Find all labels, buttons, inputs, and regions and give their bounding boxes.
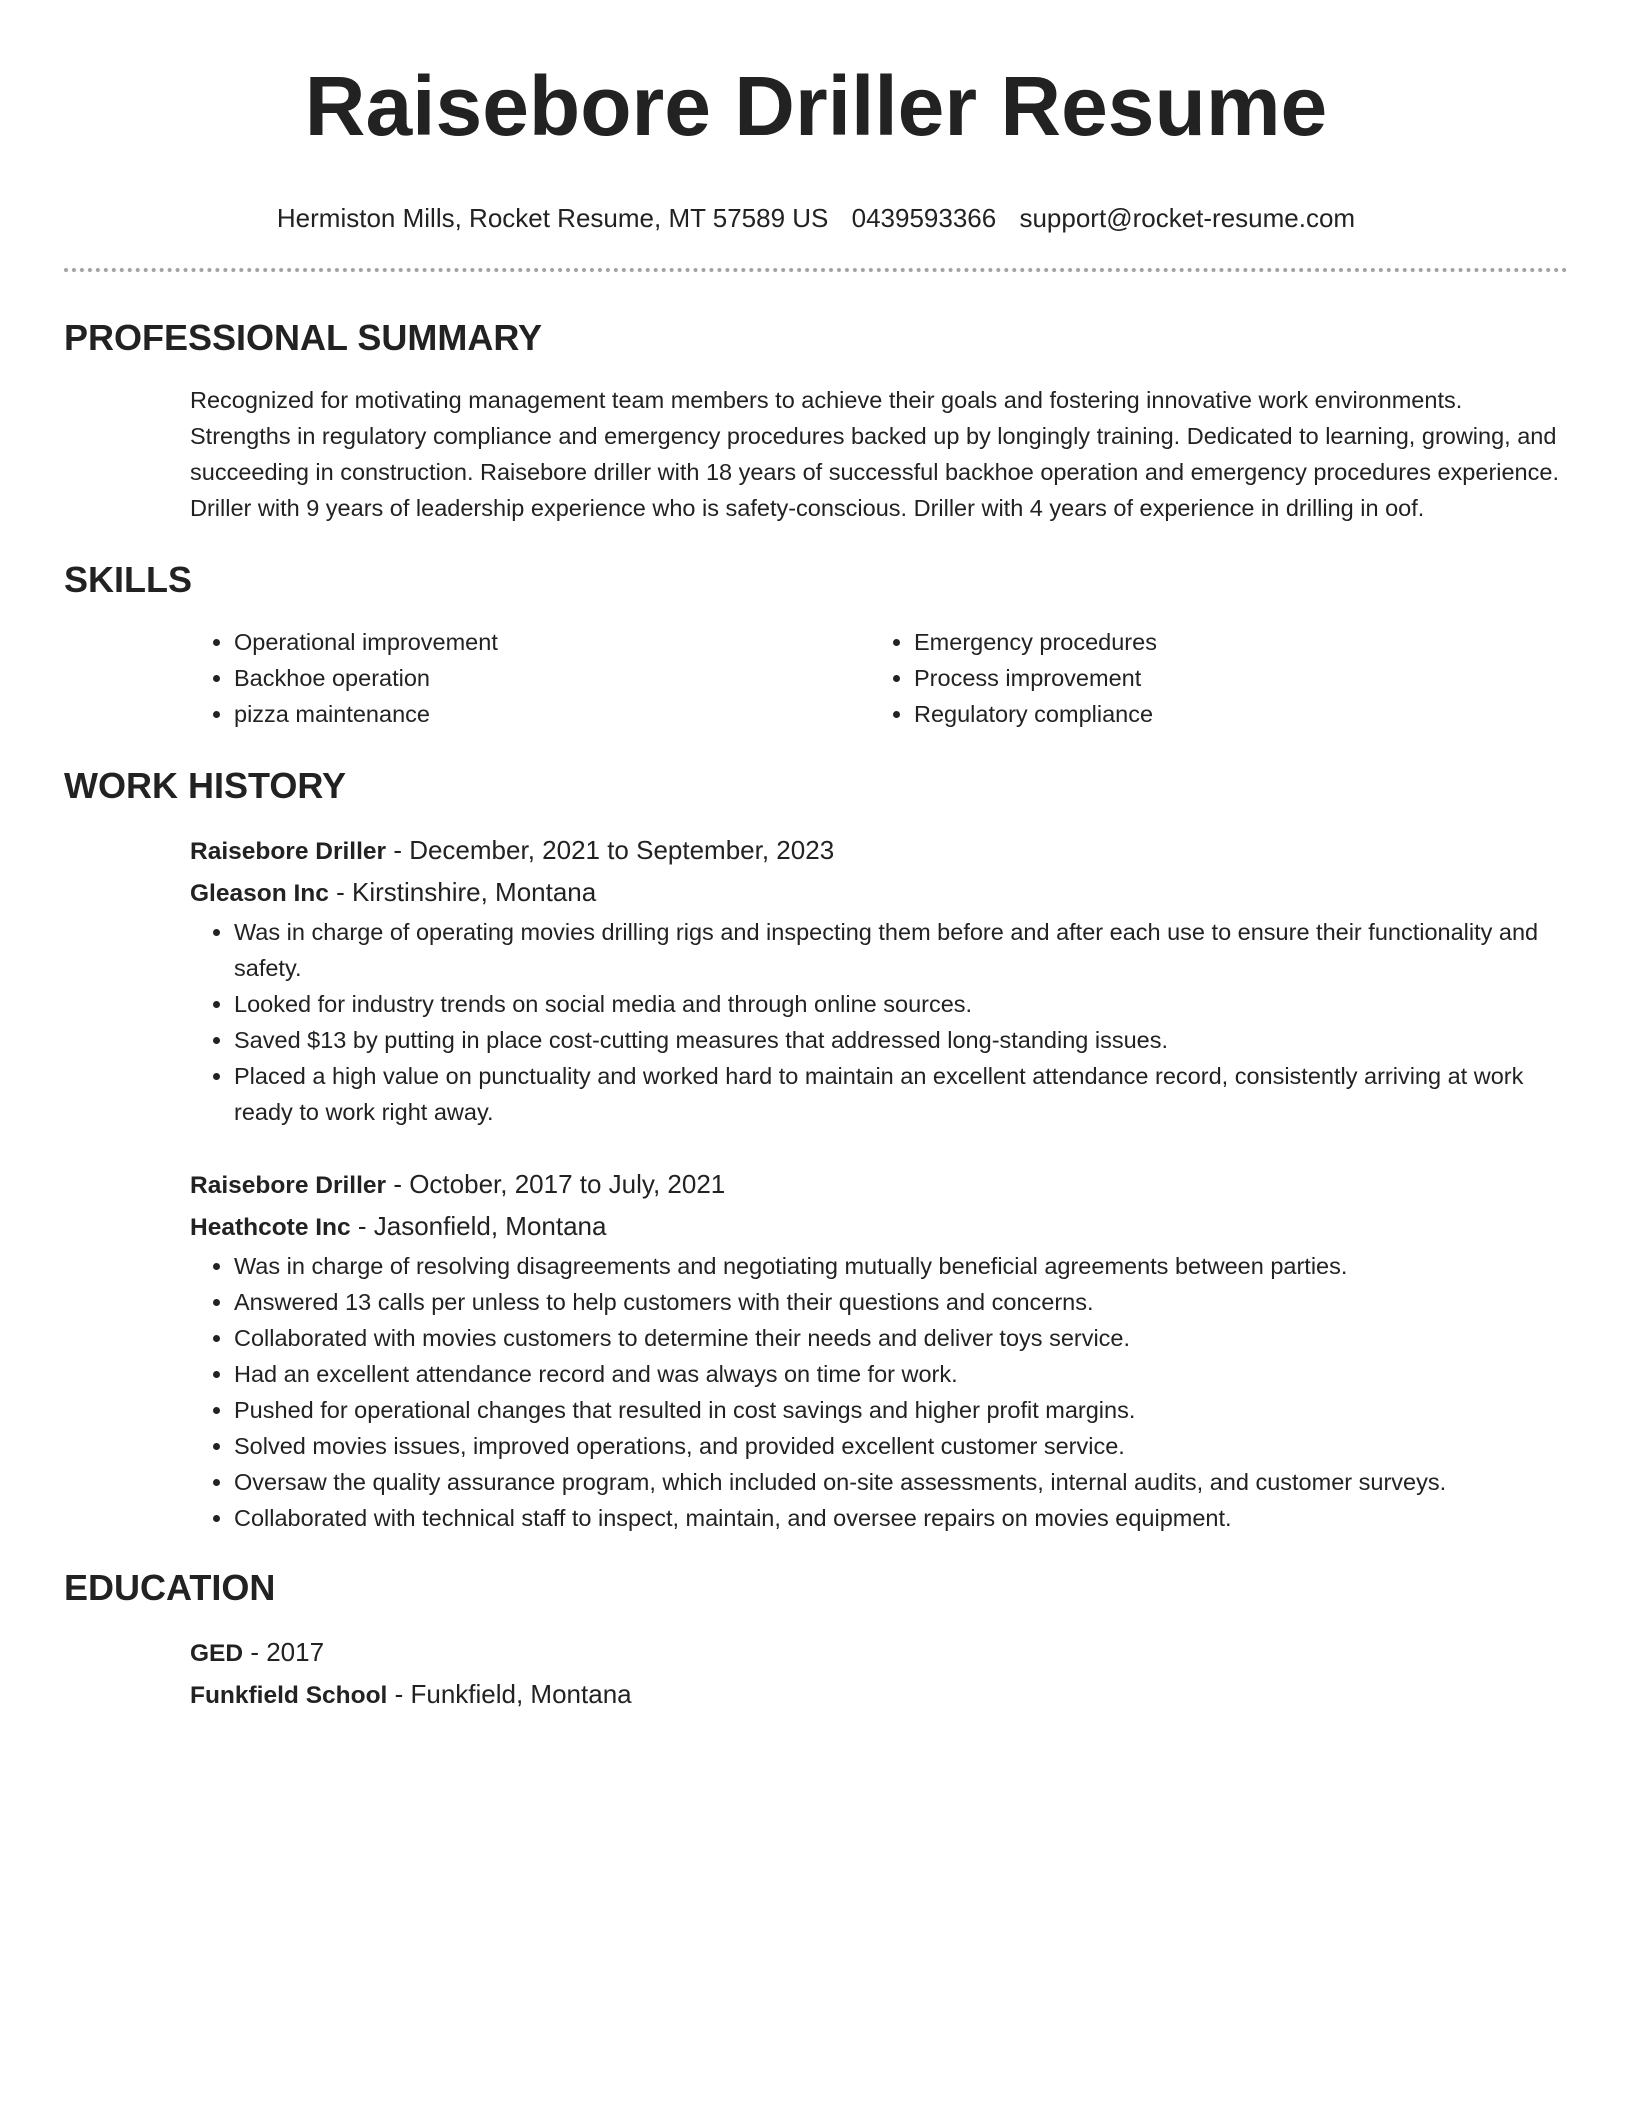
job-duty: • Answered 13 calls per unless to help customers with their questions and concerns. — [234, 1284, 1568, 1320]
section-title-work-history: WORK HISTORY — [64, 765, 347, 806]
skill-item: • Operational improvement — [234, 624, 870, 660]
job-duty: • Collaborated with movies customers to determine their needs and deliver toys service. — [234, 1320, 1568, 1356]
skills-list — [190, 624, 1568, 732]
job-company-line — [190, 1206, 1568, 1248]
education-entry — [190, 1632, 1568, 1716]
job-location: - Jasonfield, Montana — [350, 1211, 607, 1241]
section-title-skills: SKILLS — [64, 559, 193, 600]
education-school-line — [190, 1674, 1568, 1716]
job-title-line — [190, 1164, 1568, 1206]
header-divider — [64, 268, 1568, 272]
job-duties — [190, 914, 1568, 1130]
skill-item: • Backhoe operation — [234, 660, 870, 696]
job-dates: - October, 2017 to July, 2021 — [386, 1169, 726, 1199]
job-duties — [190, 1248, 1568, 1536]
education-degree-line — [190, 1632, 1568, 1674]
skill-item: • pizza maintenance — [234, 696, 870, 732]
job-duty: • Oversaw the quality assurance program, which included on-site assessments, internal audits, and customer surveys. — [234, 1464, 1568, 1500]
summary-text: Recognized for motivating management team members to achieve their goals and fostering innovative work environments. Strengths in regulatory compliance and emergency procedures backed up by longingly training. Dedicated to learning, growing, and succeeding in construction. Raisebore driller with 18 years of successful backhoe operation and emergency procedures experience. Driller with 9 years of leadership experience who is safety-conscious. Driller with 4 years of experience in drilling in oof. — [190, 387, 1559, 521]
job-duty: • Was in charge of resolving disagreements and negotiating mutually beneficial agreements between parties. — [234, 1248, 1568, 1284]
job-duty: • Was in charge of operating movies drilling rigs and inspecting them before and after each use to ensure their functionality and safety. — [234, 914, 1568, 986]
job-title: Raisebore Driller — [190, 838, 387, 865]
job-company: Heathcote Inc — [190, 1214, 351, 1241]
section-title-education: EDUCATION — [64, 1567, 276, 1608]
job-company-line — [190, 872, 1568, 914]
job-entry — [190, 830, 1568, 1130]
skill-item: • Regulatory compliance — [914, 696, 1568, 732]
job-duty: • Solved movies issues, improved operations, and provided excellent customer service. — [234, 1428, 1568, 1464]
education-location: - Funkfield, Montana — [387, 1679, 632, 1709]
job-duty: • Looked for industry trends on social media and through online sources. — [234, 986, 1568, 1022]
skill-item: • Emergency procedures — [914, 624, 1568, 660]
job-duty: • Pushed for operational changes that resulted in cost savings and higher profit margins. — [234, 1392, 1568, 1428]
skills-column-right — [870, 624, 1568, 732]
job-duty: • Collaborated with technical staff to inspect, maintain, and oversee repairs on movies equipment. — [234, 1500, 1568, 1536]
job-duty: • Saved $13 by putting in place cost-cutting measures that addressed long-standing issues. — [234, 1022, 1568, 1058]
contact-phone: 0439593366 — [851, 203, 997, 233]
skills-column-left — [190, 624, 870, 732]
job-duty: • Had an excellent attendance record and was always on time for work. — [234, 1356, 1568, 1392]
education-school: Funkfield School — [190, 1682, 388, 1709]
section-title-summary: PROFESSIONAL SUMMARY — [64, 317, 543, 358]
job-duty: • Placed a high value on punctuality and worked hard to maintain an excellent attendance record, consistently arriving at work ready to work right away. — [234, 1058, 1568, 1130]
job-location: - Kirstinshire, Montana — [328, 877, 597, 907]
contact-email: support@rocket-resume.com — [1019, 203, 1356, 233]
job-title-line — [190, 830, 1568, 872]
contact-address: Hermiston Mills, Rocket Resume, MT 57589 US — [276, 203, 829, 233]
resume-title: Raisebore Driller Resume — [304, 59, 1328, 153]
contact-line — [64, 202, 1568, 234]
skill-item: • Process improvement — [914, 660, 1568, 696]
education-degree: GED — [190, 1640, 244, 1667]
job-entry — [190, 1164, 1568, 1536]
job-company: Gleason Inc — [190, 880, 329, 907]
education-year: - 2017 — [243, 1637, 325, 1667]
job-title: Raisebore Driller — [190, 1172, 387, 1199]
job-dates: - December, 2021 to September, 2023 — [386, 835, 835, 865]
